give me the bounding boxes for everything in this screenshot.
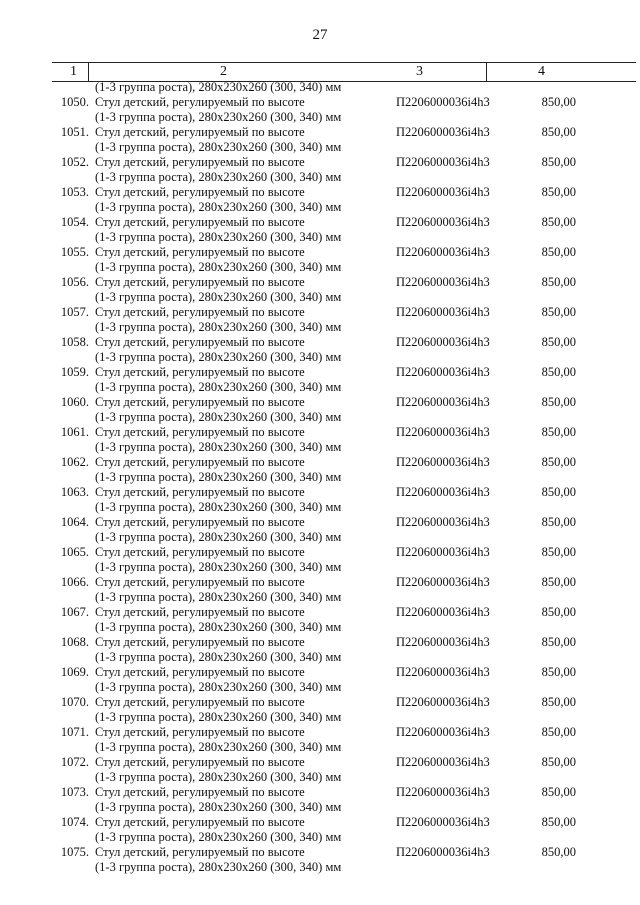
item-description: Стул детский, регулируемый по высоте — [95, 815, 305, 829]
item-description: Стул детский, регулируемый по высоте — [95, 245, 305, 259]
table-row-continuation — [0, 620, 640, 635]
column-header-3: 3 — [416, 64, 423, 79]
item-description-continuation: (1-3 группа роста), 280х230х260 (300, 340) мм — [95, 230, 342, 244]
table-row — [0, 845, 640, 860]
column-header-1: 1 — [70, 64, 77, 79]
table-row-continuation — [0, 440, 640, 455]
item-code: П2206000036i4h3 — [396, 215, 490, 229]
item-price: 850,00 — [541, 695, 576, 709]
item-code: П2206000036i4h3 — [396, 305, 490, 319]
item-description: Стул детский, регулируемый по высоте — [95, 485, 305, 499]
item-code: П2206000036i4h3 — [396, 545, 490, 559]
row-number: 1062. — [60, 455, 89, 469]
item-description: Стул детский, регулируемый по высоте — [95, 695, 305, 709]
item-price: 850,00 — [541, 575, 576, 589]
item-code: П2206000036i4h3 — [396, 785, 490, 799]
table-row-continuation — [0, 290, 640, 305]
column-divider — [486, 63, 487, 81]
row-number: 1058. — [60, 335, 89, 349]
item-description: Стул детский, регулируемый по высоте — [95, 785, 305, 799]
item-description-continuation: (1-3 группа роста), 280х230х260 (300, 340) мм — [95, 830, 342, 844]
item-description-continuation: (1-3 группа роста), 280х230х260 (300, 340) мм — [95, 440, 342, 454]
item-price: 850,00 — [541, 455, 576, 469]
column-header-2: 2 — [220, 64, 227, 79]
item-price: 850,00 — [541, 395, 576, 409]
row-number: 1050. — [60, 95, 89, 109]
item-price: 850,00 — [541, 215, 576, 229]
row-number: 1066. — [60, 575, 89, 589]
item-code: П2206000036i4h3 — [396, 455, 490, 469]
item-code: П2206000036i4h3 — [396, 395, 490, 409]
table-row-continuation — [0, 680, 640, 695]
item-code: П2206000036i4h3 — [396, 365, 490, 379]
item-description: Стул детский, регулируемый по высоте — [95, 545, 305, 559]
item-price: 850,00 — [541, 185, 576, 199]
item-description: Стул детский, регулируемый по высоте — [95, 335, 305, 349]
table-row — [0, 695, 640, 710]
table-row — [0, 425, 640, 440]
table-row-continuation — [0, 560, 640, 575]
item-code: П2206000036i4h3 — [396, 665, 490, 679]
row-number: 1051. — [60, 125, 89, 139]
item-description: Стул детский, регулируемый по высоте — [95, 605, 305, 619]
item-price: 850,00 — [541, 365, 576, 379]
row-number: 1073. — [60, 785, 89, 799]
row-number: 1052. — [60, 155, 89, 169]
row-number: 1053. — [60, 185, 89, 199]
item-description: Стул детский, регулируемый по высоте — [95, 725, 305, 739]
table-row — [0, 635, 640, 650]
row-number: 1075. — [60, 845, 89, 859]
item-description: Стул детский, регулируемый по высоте — [95, 845, 305, 859]
table-row — [0, 455, 640, 470]
table-row — [0, 365, 640, 380]
table-row-continuation — [0, 170, 640, 185]
item-price: 850,00 — [541, 275, 576, 289]
item-price: 850,00 — [541, 665, 576, 679]
item-code: П2206000036i4h3 — [396, 725, 490, 739]
table-row-continuation — [0, 380, 640, 395]
item-description-continuation: (1-3 группа роста), 280х230х260 (300, 340) мм — [95, 860, 342, 874]
row-number: 1064. — [60, 515, 89, 529]
table-row — [0, 215, 640, 230]
item-code: П2206000036i4h3 — [396, 185, 490, 199]
row-number: 1071. — [60, 725, 89, 739]
table-row — [0, 815, 640, 830]
row-number: 1054. — [60, 215, 89, 229]
item-description: Стул детский, регулируемый по высоте — [95, 365, 305, 379]
item-description: Стул детский, регулируемый по высоте — [95, 185, 305, 199]
item-description-continuation: (1-3 группа роста), 280х230х260 (300, 340) мм — [95, 650, 342, 664]
item-code: П2206000036i4h3 — [396, 755, 490, 769]
item-description-continuation: (1-3 группа роста), 280х230х260 (300, 340) мм — [95, 530, 342, 544]
item-description-continuation: (1-3 группа роста), 280х230х260 (300, 340) мм — [95, 620, 342, 634]
column-divider — [88, 63, 89, 81]
table-row-continuation — [0, 470, 640, 485]
item-price: 850,00 — [541, 125, 576, 139]
table-row-continuation — [0, 500, 640, 515]
item-price: 850,00 — [541, 605, 576, 619]
item-price: 850,00 — [541, 545, 576, 559]
table-row — [0, 335, 640, 350]
item-description: Стул детский, регулируемый по высоте — [95, 95, 305, 109]
item-description: Стул детский, регулируемый по высоте — [95, 395, 305, 409]
row-number: 1072. — [60, 755, 89, 769]
item-description-continuation: (1-3 группа роста), 280х230х260 (300, 340) мм — [95, 260, 342, 274]
description-continuation: (1-3 группа роста), 280х230х260 (300, 340) мм — [95, 80, 342, 94]
item-description-continuation: (1-3 группа роста), 280х230х260 (300, 340) мм — [95, 500, 342, 514]
item-price: 850,00 — [541, 635, 576, 649]
item-code: П2206000036i4h3 — [396, 695, 490, 709]
table-row — [0, 545, 640, 560]
table-row — [0, 755, 640, 770]
item-code: П2206000036i4h3 — [396, 635, 490, 649]
table-row — [0, 185, 640, 200]
table-row — [0, 95, 640, 110]
table-row — [0, 725, 640, 740]
item-description: Стул детский, регулируемый по высоте — [95, 155, 305, 169]
item-price: 850,00 — [541, 485, 576, 499]
table-row — [0, 275, 640, 290]
item-description-continuation: (1-3 группа роста), 280х230х260 (300, 340) мм — [95, 140, 342, 154]
item-price: 850,00 — [541, 815, 576, 829]
table-row — [0, 305, 640, 320]
table-row-continuation — [0, 590, 640, 605]
item-description-continuation: (1-3 группа роста), 280х230х260 (300, 340) мм — [95, 800, 342, 814]
item-description-continuation: (1-3 группа роста), 280х230х260 (300, 340) мм — [95, 320, 342, 334]
table-row — [0, 515, 640, 530]
continuation-line — [0, 80, 640, 95]
row-number: 1074. — [60, 815, 89, 829]
table-row-continuation — [0, 320, 640, 335]
item-code: П2206000036i4h3 — [396, 605, 490, 619]
table-row — [0, 575, 640, 590]
row-number: 1059. — [60, 365, 89, 379]
item-code: П2206000036i4h3 — [396, 125, 490, 139]
item-description-continuation: (1-3 группа роста), 280х230х260 (300, 340) мм — [95, 680, 342, 694]
item-description-continuation: (1-3 группа роста), 280х230х260 (300, 340) мм — [95, 470, 342, 484]
item-description-continuation: (1-3 группа роста), 280х230х260 (300, 340) мм — [95, 380, 342, 394]
item-code: П2206000036i4h3 — [396, 95, 490, 109]
item-price: 850,00 — [541, 755, 576, 769]
table-row-continuation — [0, 860, 640, 875]
item-description: Стул детский, регулируемый по высоте — [95, 515, 305, 529]
item-description-continuation: (1-3 группа роста), 280х230х260 (300, 340) мм — [95, 590, 342, 604]
table-row-continuation — [0, 410, 640, 425]
row-number: 1068. — [60, 635, 89, 649]
item-price: 850,00 — [541, 245, 576, 259]
item-code: П2206000036i4h3 — [396, 815, 490, 829]
row-number: 1063. — [60, 485, 89, 499]
item-code: П2206000036i4h3 — [396, 485, 490, 499]
table-row-continuation — [0, 800, 640, 815]
table-row-continuation — [0, 230, 640, 245]
item-price: 850,00 — [541, 515, 576, 529]
item-description: Стул детский, регулируемый по высоте — [95, 275, 305, 289]
table-row-continuation — [0, 740, 640, 755]
table-row-continuation — [0, 770, 640, 785]
table-row — [0, 665, 640, 680]
item-description: Стул детский, регулируемый по высоте — [95, 635, 305, 649]
table-header — [52, 62, 636, 82]
table-row — [0, 485, 640, 500]
item-price: 850,00 — [541, 845, 576, 859]
item-description: Стул детский, регулируемый по высоте — [95, 305, 305, 319]
row-number: 1060. — [60, 395, 89, 409]
item-price: 850,00 — [541, 785, 576, 799]
item-price: 850,00 — [541, 95, 576, 109]
row-number: 1067. — [60, 605, 89, 619]
item-description: Стул детский, регулируемый по высоте — [95, 575, 305, 589]
table-row-continuation — [0, 260, 640, 275]
table-row — [0, 245, 640, 260]
row-number: 1065. — [60, 545, 89, 559]
item-description: Стул детский, регулируемый по высоте — [95, 125, 305, 139]
item-description-continuation: (1-3 группа роста), 280х230х260 (300, 340) мм — [95, 770, 342, 784]
item-price: 850,00 — [541, 155, 576, 169]
item-code: П2206000036i4h3 — [396, 575, 490, 589]
row-number: 1069. — [60, 665, 89, 679]
item-description: Стул детский, регулируемый по высоте — [95, 425, 305, 439]
item-code: П2206000036i4h3 — [396, 275, 490, 289]
item-code: П2206000036i4h3 — [396, 335, 490, 349]
table-row — [0, 395, 640, 410]
table-row-continuation — [0, 140, 640, 155]
item-code: П2206000036i4h3 — [396, 845, 490, 859]
row-number: 1057. — [60, 305, 89, 319]
item-description: Стул детский, регулируемый по высоте — [95, 215, 305, 229]
table-row-continuation — [0, 710, 640, 725]
item-description: Стул детский, регулируемый по высоте — [95, 665, 305, 679]
item-code: П2206000036i4h3 — [396, 425, 490, 439]
item-description-continuation: (1-3 группа роста), 280х230х260 (300, 340) мм — [95, 560, 342, 574]
column-header-4: 4 — [538, 64, 545, 79]
table-body — [0, 80, 640, 875]
item-price: 850,00 — [541, 725, 576, 739]
item-description: Стул детский, регулируемый по высоте — [95, 455, 305, 469]
item-price: 850,00 — [541, 335, 576, 349]
row-number: 1070. — [60, 695, 89, 709]
table-row-continuation — [0, 830, 640, 845]
row-number: 1056. — [60, 275, 89, 289]
page-number: 27 — [312, 27, 328, 43]
item-description-continuation: (1-3 группа роста), 280х230х260 (300, 340) мм — [95, 740, 342, 754]
item-description-continuation: (1-3 группа роста), 280х230х260 (300, 340) мм — [95, 710, 342, 724]
item-description-continuation: (1-3 группа роста), 280х230х260 (300, 340) мм — [95, 350, 342, 364]
item-code: П2206000036i4h3 — [396, 155, 490, 169]
table-row — [0, 155, 640, 170]
item-price: 850,00 — [541, 425, 576, 439]
table-row-continuation — [0, 650, 640, 665]
table-row — [0, 605, 640, 620]
item-description-continuation: (1-3 группа роста), 280х230х260 (300, 340) мм — [95, 200, 342, 214]
table-row — [0, 125, 640, 140]
item-description: Стул детский, регулируемый по высоте — [95, 755, 305, 769]
row-number: 1055. — [60, 245, 89, 259]
row-number: 1061. — [60, 425, 89, 439]
item-description-continuation: (1-3 группа роста), 280х230х260 (300, 340) мм — [95, 170, 342, 184]
item-code: П2206000036i4h3 — [396, 245, 490, 259]
table-row-continuation — [0, 200, 640, 215]
table-row-continuation — [0, 530, 640, 545]
item-description-continuation: (1-3 группа роста), 280х230х260 (300, 340) мм — [95, 290, 342, 304]
table-row-continuation — [0, 110, 640, 125]
table-row-continuation — [0, 350, 640, 365]
item-price: 850,00 — [541, 305, 576, 319]
item-code: П2206000036i4h3 — [396, 515, 490, 529]
item-description-continuation: (1-3 группа роста), 280х230х260 (300, 340) мм — [95, 410, 342, 424]
table-row — [0, 785, 640, 800]
item-description-continuation: (1-3 группа роста), 280х230х260 (300, 340) мм — [95, 110, 342, 124]
